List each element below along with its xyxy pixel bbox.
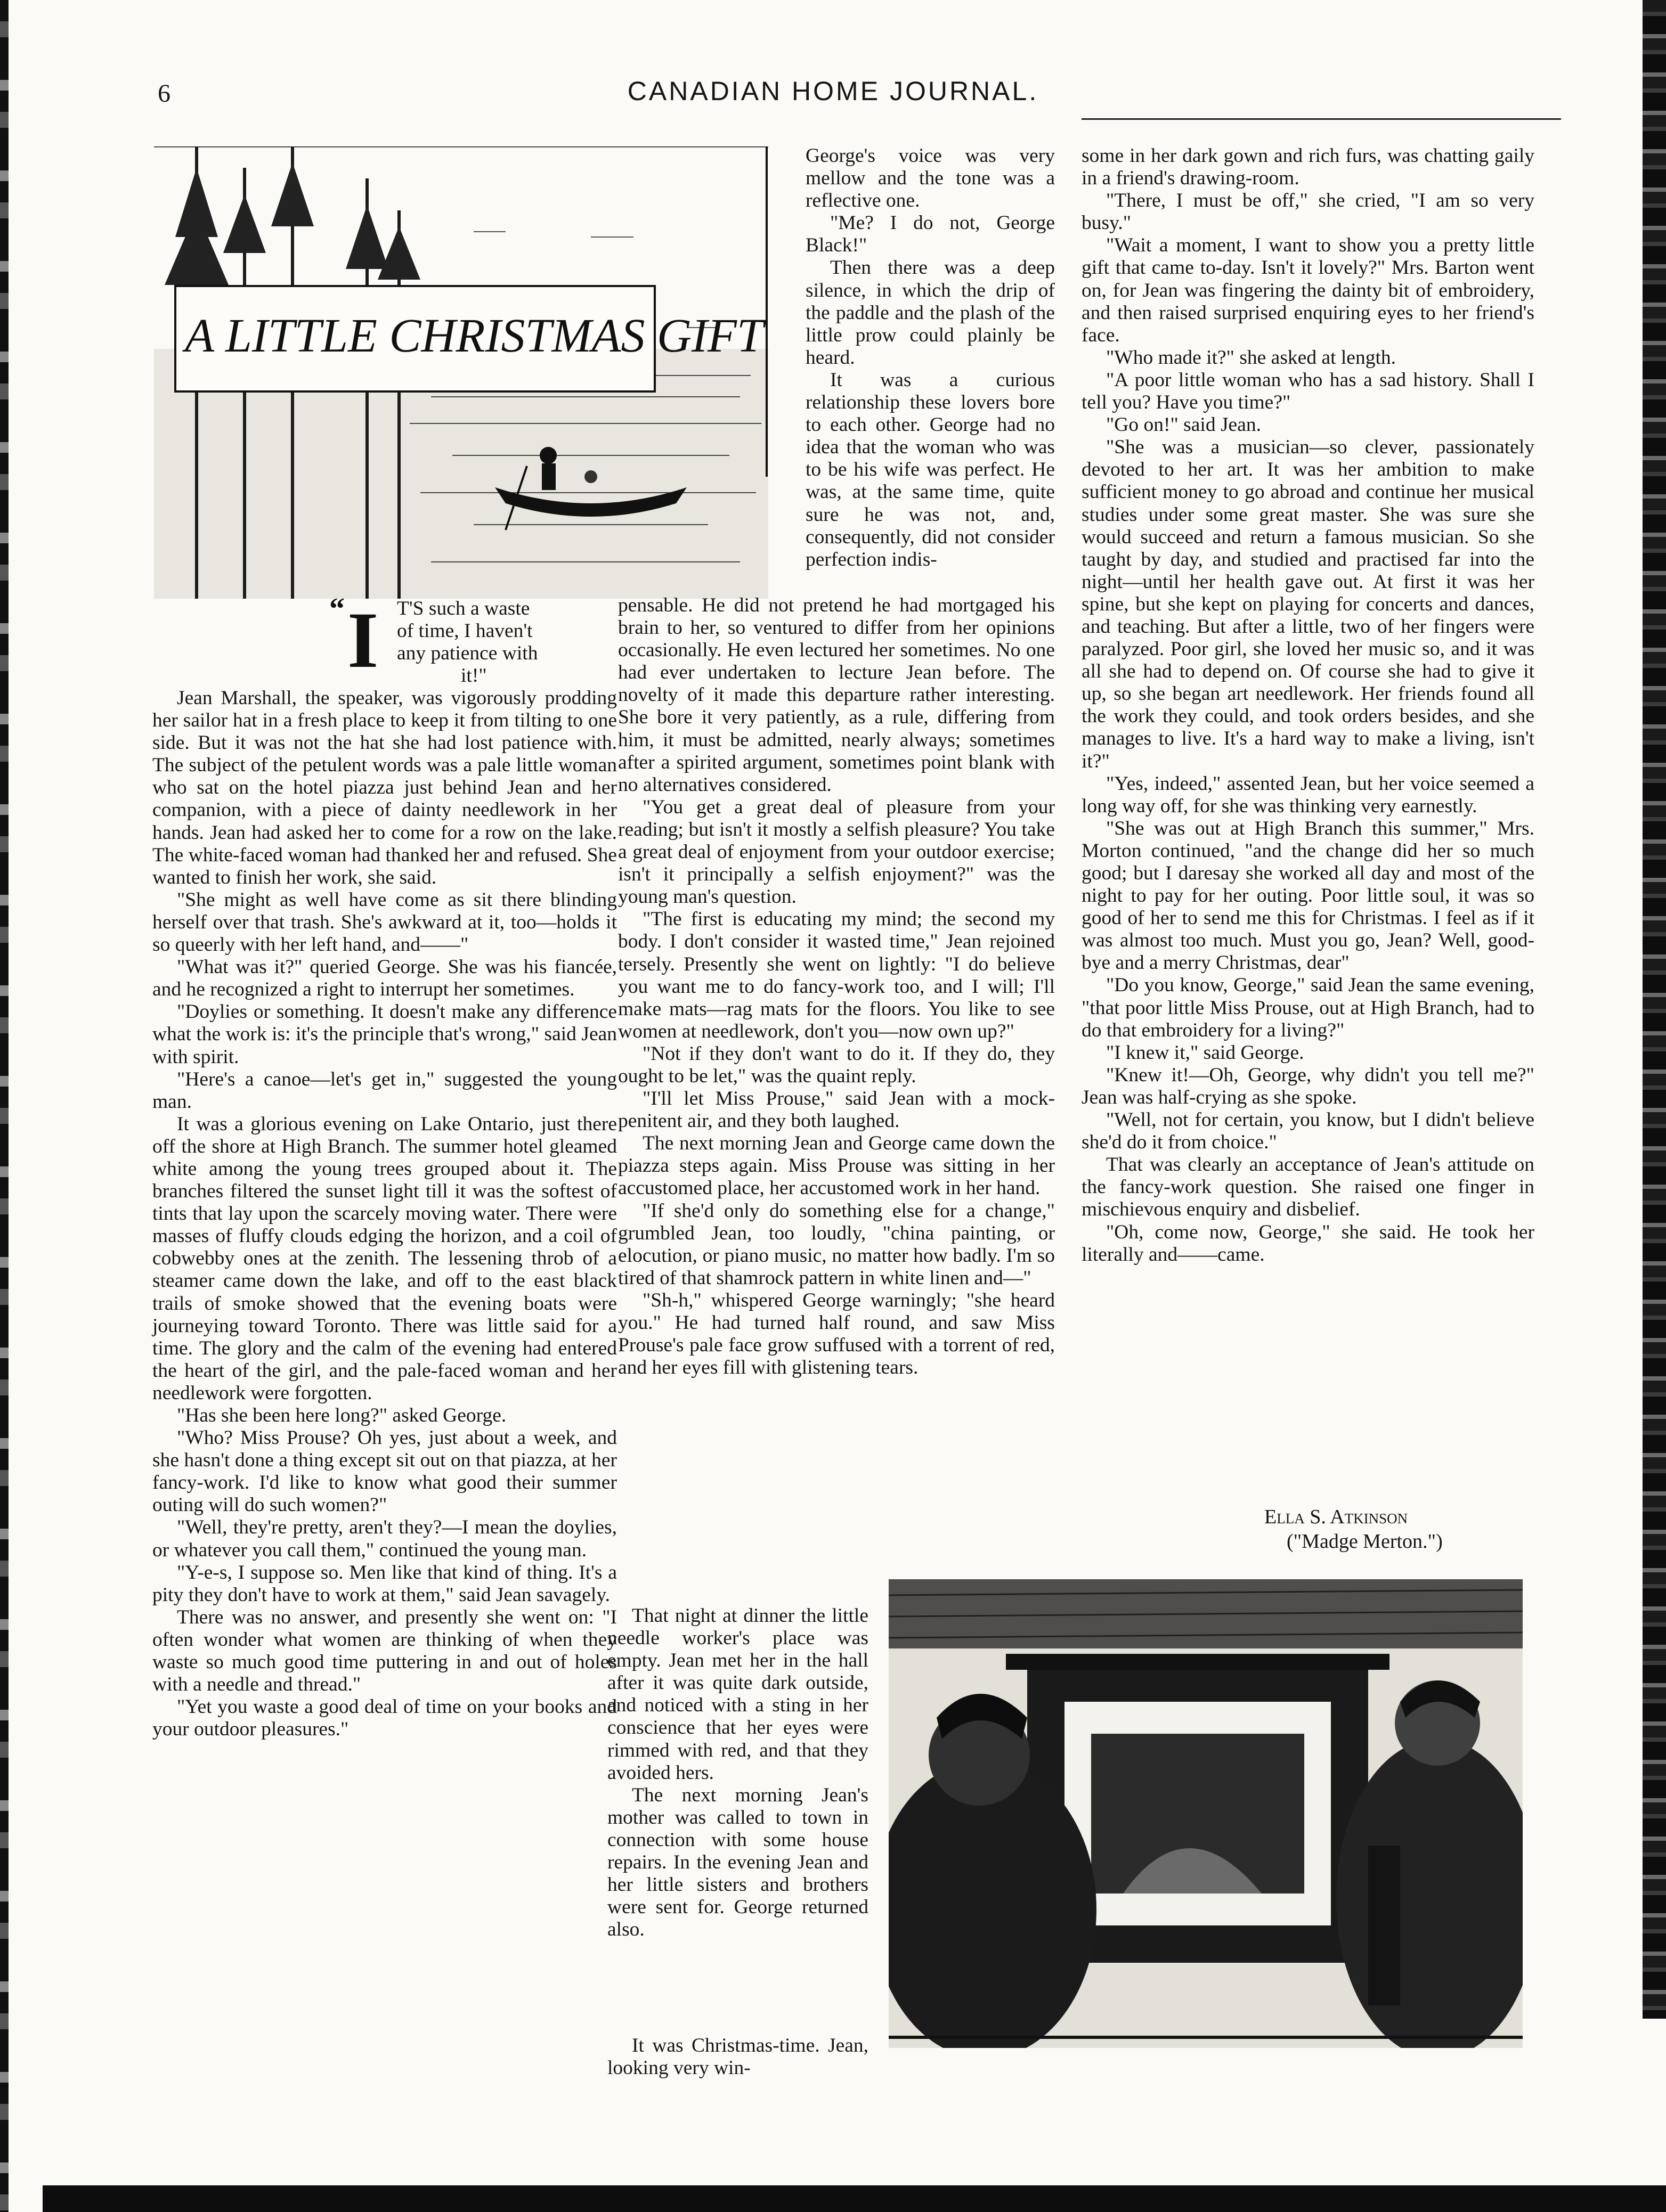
paragraph: pensable. He did not pretend he had mortgaged his brain to her, so ventured to differ from her opinions occasionally. He even lectured her sometimes. No one had ever undertaken to lecture Jean before. The novelty of it made this departure rather interesting. She bore it very patiently, as a rule, differing from him, it must be admitted, nearly always; sometimes after a spirited argument, sometimes point blank with no alternatives considered. (618, 594, 1055, 796)
paragraph: "Here's a canoe—let's get in," suggested the young man. (152, 1068, 617, 1113)
paragraph: "She might as well have come as sit there blinding herself over that trash. She's awkward at it, too—holds it so queerly with her left hand, and——" (152, 888, 617, 956)
author-signature: Ella S. Atkinson (1264, 1506, 1408, 1528)
paragraph: "What was it?" queried George. She was his fiancée, and he recognized a right to interrupt her sometimes. (152, 956, 617, 1001)
title-lettering: A LITTLE CHRISTMAS GIFT (185, 309, 763, 362)
paragraph: Then there was a deep silence, in which the drip of the paddle and the plash of the little prow could plainly be heard. (806, 257, 1055, 369)
article-column-2-top (806, 145, 1055, 571)
opening-lines: T'S such a waste of time, I haven't any patience with it!" (397, 598, 538, 687)
paragraph: "Knew it!—Oh, George, why didn't you tell me?" Jean was half-crying as she spoke. (1082, 1064, 1534, 1108)
article-column-2-tail (607, 2035, 868, 2079)
paragraph: "Do you know, George," said Jean the same evening, "that poor little Miss Prouse, out at High Branch, had to do that embroidery for a living?" (1082, 974, 1534, 1041)
paragraph: "Wait a moment, I want to show you a pretty little gift that came to-day. Isn't it lovely?" Mrs. Barton went on, for Jean was fingering the dainty bit of embroidery, and then raised surprised enquiring eyes to her friend's face. (1082, 234, 1534, 346)
paragraph: There was no answer, and presently she went on: "I often wonder what women are thinking of when they waste so much good time puttering in and out of holes with a needle and thread." (152, 1606, 617, 1696)
fireplace-illustration (889, 1579, 1523, 2048)
running-title: CANADIAN HOME JOURNAL. (627, 76, 1039, 106)
paragraph: "She was out at High Branch this summer," Mrs. Morton continued, "and the change did her so much good; but I daresay she worked all day and most of the night to pay for her outing. Poor little soul, it was so good of her to send me this for Christmas. I feel as if it was almost too much. Must you go, Jean? Well, good-bye and a merry Christmas, dear" (1082, 817, 1534, 974)
scan-edge-bottom (43, 2185, 1666, 2212)
drop-cap-letter (326, 598, 385, 672)
paragraph: "Yet you waste a good deal of time on your books and your outdoor pleasures." (152, 1696, 617, 1741)
paragraph: The next morning Jean's mother was called to town in connection with some house repairs. In the evening Jean and her little sisters and brothers were sent for. George returned also. (607, 1784, 868, 1941)
paragraph: "Me? I do not, George Black!" (806, 212, 1055, 257)
paragraph: "Well, they're pretty, aren't they?—I mean the doylies, or whatever you call them," continued the young man. (152, 1516, 617, 1561)
article-column-2-bottom (607, 1605, 868, 1941)
paragraph: "A poor little woman who has a sad history. Shall I tell you? Have you time?" (1082, 369, 1534, 414)
author-pseudonym: ("Madge Merton.") (1287, 1530, 1443, 1553)
paragraph: It was Christmas-time. Jean, looking very win- (607, 2035, 868, 2079)
paragraph: "Go on!" said Jean. (1106, 414, 1261, 436)
paragraph: That was clearly an acceptance of Jean's attitude on the fancy-work question. She raised one finger in mischievous enquiry and disbelief. (1082, 1154, 1534, 1221)
paragraph: Jean Marshall, the speaker, was vigorously prodding her sailor hat in a fresh place to keep it from tilting to one side. But it was not the hat she had lost patience with. The subject of the petulent words was a pale little woman who sat on the hotel piazza just behind Jean and her companion, with a piece of dainty needlework in her hands. Jean had asked her to come for a row on the lake. The white-faced woman had thanked her and refused. She wanted to finish her work, she said. (152, 687, 617, 888)
paragraph: The next morning Jean and George came down the piazza steps again. Miss Prouse was sitting in her accustomed place, her accustomed work in her hand. (618, 1132, 1055, 1199)
paragraph: some in her dark gown and rich furs, was chatting gaily in a friend's drawing-room. (1082, 145, 1534, 190)
article-column-1 (152, 687, 617, 1741)
svg-text:“: “ (329, 598, 345, 626)
paragraph: "You get a great deal of pleasure from your reading; but isn't it mostly a selfish pleasure? You take a great deal of enjoyment from your outdoor exercise; isn't it principally a selfish enjoyment?" was the young man's question. (618, 796, 1055, 908)
paragraph: It was a glorious evening on Lake Ontario, just there off the shore at High Branch. The summer hotel gleamed white among the young trees grouped about it. The branches filtered the sunset light till it was the softest of tints that lay upon the scarcely moving water. There were masses of fluffy clouds edging the horizon, and a coil of cobwebby ones at the zenith. The lessening throb of a steamer came down the lake, and off to the east black trails of smoke showed that the evening boats were journeying toward Toronto. There was little said for a time. The glory and the calm of the evening had entered the heart of the girl, and the pale-faced woman and her needlework were forgotten. (152, 1113, 617, 1404)
paragraph: "If she'd only do something else for a change," grumbled Jean, too loudly, "china painting, or elocution, or piano music, no matter how badly. I'm so tired of that shamrock pattern in white linen and—" (618, 1199, 1055, 1289)
title-illustration (154, 146, 768, 599)
paragraph: "Has she been here long?" asked George. (177, 1405, 507, 1426)
paragraph: "Well, not for certain, you know, but I didn't believe she'd do it from choice." (1082, 1109, 1534, 1154)
header-rule (1082, 118, 1561, 120)
paragraph: "I'll let Miss Prouse," said Jean with a mock-penitent air, and they both laughed. (618, 1088, 1055, 1132)
paragraph: "Oh, come now, George," she said. He took her literally and——came. (1082, 1221, 1534, 1266)
paragraph: "Not if they don't want to do it. If they do, they ought to be let," was the quaint reply. (618, 1042, 1055, 1087)
paragraph: "There, I must be off," she cried, "I am so very busy." (1082, 190, 1534, 234)
paragraph: It was a curious relationship these lovers bore to each other. George had no idea that the woman who was to be his wife was perfect. He was, at the same time, quite sure he was not, and, consequently, did not consider perfection indis- (806, 369, 1055, 570)
paragraph: "Y-e-s, I suppose so. Men like that kind of thing. It's a pity they don't have to work at them," said Jean savagely. (152, 1561, 617, 1606)
paragraph: "I knew it," said George. (1106, 1041, 1304, 1064)
paragraph: George's voice was very mellow and the tone was a reflective one. (806, 145, 1055, 212)
paragraph: "She was a musician—so clever, passionately devoted to her art. It was her ambition to make sufficient money to go abroad and continue her musical studies under some great master. She was sure she would succeed and return a famous musician. So she taught by day, and studied and practised far into the night—until her health gave out. At first it was her spine, but she kept on playing for concerts and dances, and teaching. But after a little, two of her fingers were paralyzed. Poor girl, she loved her music so, and it was all she had to depend on. Of course she had to give it up, so she began art needlework. Her friends found all the work they could, and took orders besides, and she manages to live. It's a hard way to make a living, isn't it?" (1082, 436, 1534, 772)
article-column-3 (1082, 145, 1534, 1266)
paragraph: "Yes, indeed," assented Jean, but her voice seemed a long way off, for she was thinking very earnestly. (1082, 772, 1534, 817)
paragraph: That night at dinner the little needle worker's place was empty. Jean met her in the hall after it was quite dark outside, and noticed with a sting in her conscience that her eyes were rimmed with red, and that they avoided hers. (607, 1605, 868, 1784)
scan-edge-right (1643, 0, 1666, 2019)
paragraph: "Who? Miss Prouse? Oh yes, just about a week, and she hasn't done a thing except sit out on that piazza, at her fancy-work. I'd like to know what good their summer outing will do such women?" (152, 1427, 617, 1516)
paragraph: "The first is educating my mind; the second my body. I don't consider it wasted time," Jean rejoined tersely. Presently she went on lightly: "I do believe you want me to do fancy-work too, and I will; I'll make mats—rag mats for the floors. You like to see women at needlework, don't you—now own up?" (618, 908, 1055, 1042)
paragraph: "Sh-h," whispered George warningly; "she heard you." He had turned half round, and saw Miss Prouse's pale face grow suffused with a torrent of red, and her eyes fill with glistening tears. (618, 1289, 1055, 1379)
article-column-2-middle (618, 594, 1055, 1379)
scan-edge-left (0, 0, 9, 2212)
page-number: 6 (158, 79, 170, 108)
paragraph: "Who made it?" she asked at length. (1106, 346, 1396, 369)
paragraph: "Doylies or something. It doesn't make any difference what the work is: it's the principle that's wrong," said Jean with spirit. (152, 1001, 617, 1068)
svg-text:I: I (347, 598, 379, 672)
